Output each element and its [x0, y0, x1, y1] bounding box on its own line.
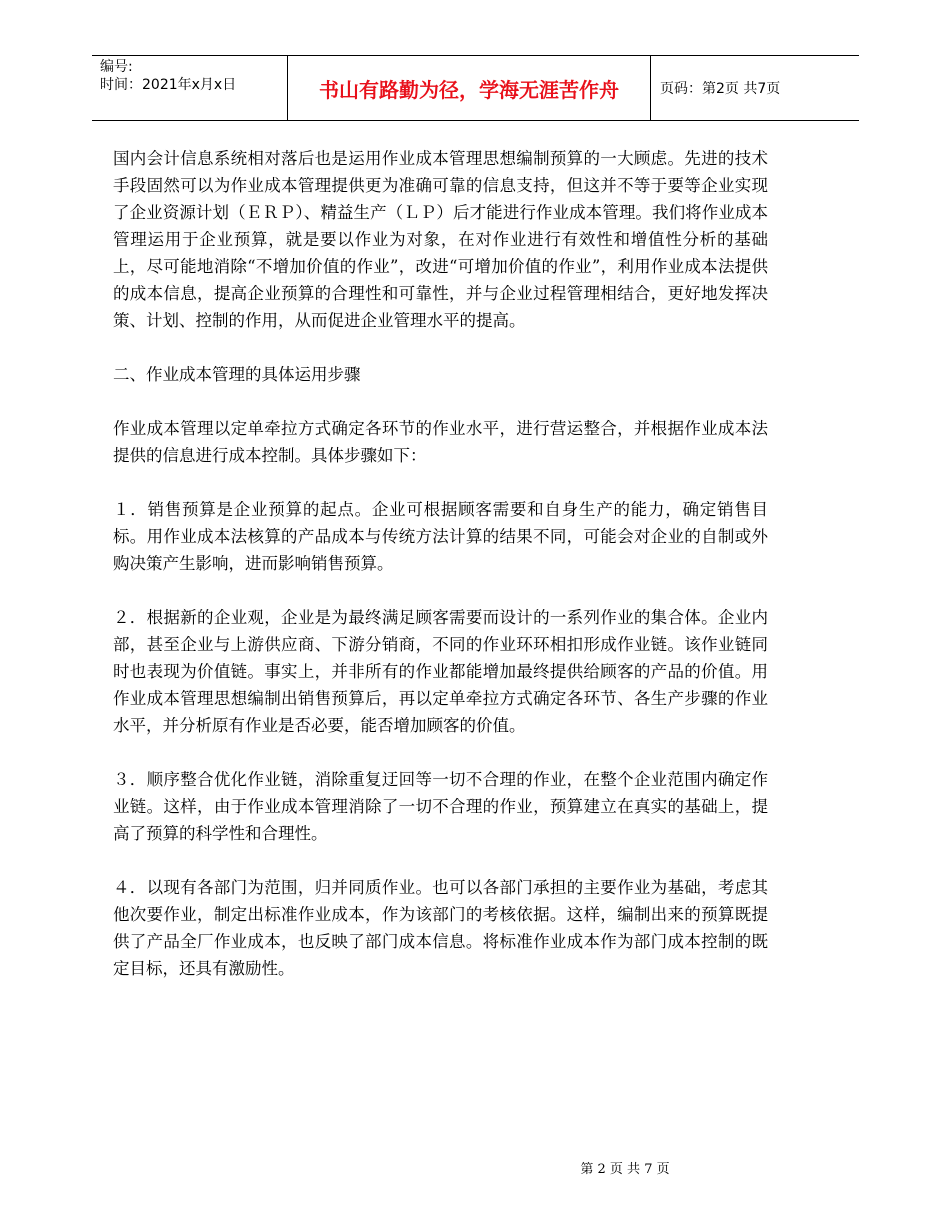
header-divider	[650, 56, 651, 120]
document-body	[113, 145, 768, 1009]
step-3-paragraph: ３．顺序整合优化作业链，消除重复迂回等一切不合理的作业，在整个企业范围内确定作业链。这样，由于作业成本管理消除了一切不合理的作业，预算建立在真实的基础上，提高了预算的科学性和合理性。	[113, 770, 768, 843]
footer-page-number: 第 2 页 共 7 页	[580, 1162, 670, 1177]
header-page-info-text: 页码：第2页 共7页	[660, 81, 781, 97]
paragraph-overview: 作业成本管理以定单牵拉方式确定各环节的作业水平，进行营运整合，并根据作业成本法提供的信息进行成本控制。具体步骤如下：	[113, 419, 768, 465]
document-number-label: 编号:	[100, 59, 133, 75]
document-time-label: 时间：2021年x月x日	[100, 77, 237, 93]
header-page-info	[660, 56, 858, 120]
step-4-paragraph: ４．以现有各部门为范围，归并同质作业。也可以各部门承担的主要作业为基础，考虑其他次要作业，制定出标准作业成本，作为该部门的考核依据。这样，编制出来的预算既提供了产品全厂作业成本，也反映了部门成本信息。将标准作业成本作为部门成本控制的既定目标，还具有激励性。	[113, 878, 768, 978]
header-motto: 书山有路勤为径，学海无涯苦作舟	[319, 77, 619, 102]
step-2-paragraph: ２．根据新的企业观，企业是为最终满足顾客需要而设计的一系列作业的集合体。企业内部，甚至企业与上游供应商、下游分销商，不同的作业环环相扣形成作业链。该作业链同时也表现为价值链。事实上，并非所有的作业都能增加最终提供给顾客的产品的价值。用作业成本管理思想编制出销售预算后，再以定单牵拉方式确定各环节、各生产步骤的作业水平，并分析原有作业是否必要，能否增加顾客的价值。	[113, 608, 768, 735]
page-header	[92, 55, 859, 121]
paragraph-intro: 国内会计信息系统相对落后也是运用作业成本管理思想编制预算的一大顾虑。先进的技术手段固然可以为作业成本管理提供更为准确可靠的信息支持，但这并不等于要等企业实现了企业资源计划（ＥＲＰ）、精益生产（ＬＰ）后才能进行作业成本管理。我们将作业成本管理运用于企业预算，就是要以作业为对象，在对作业进行有效性和增值性分析的基础上，尽可能地消除“不增加价值的作业”，改进“可增加价值的作业”，利用作业成本法提供的成本信息，提高企业预算的合理性和可靠性，并与企业过程管理相结合，更好地发挥决策、计划、控制的作用，从而促进企业管理水平的提高。	[113, 149, 768, 330]
page-footer	[0, 1158, 950, 1177]
step-1-paragraph: １．销售预算是企业预算的起点。企业可根据顾客需要和自身生产的能力，确定销售目标。用作业成本法核算的产品成本与传统方法计算的结果不同，可能会对企业的自制或外购决策产生影响，进而影响销售预算。	[113, 500, 768, 573]
header-meta	[92, 56, 287, 120]
section-heading: 二、作业成本管理的具体运用步骤	[113, 365, 361, 384]
